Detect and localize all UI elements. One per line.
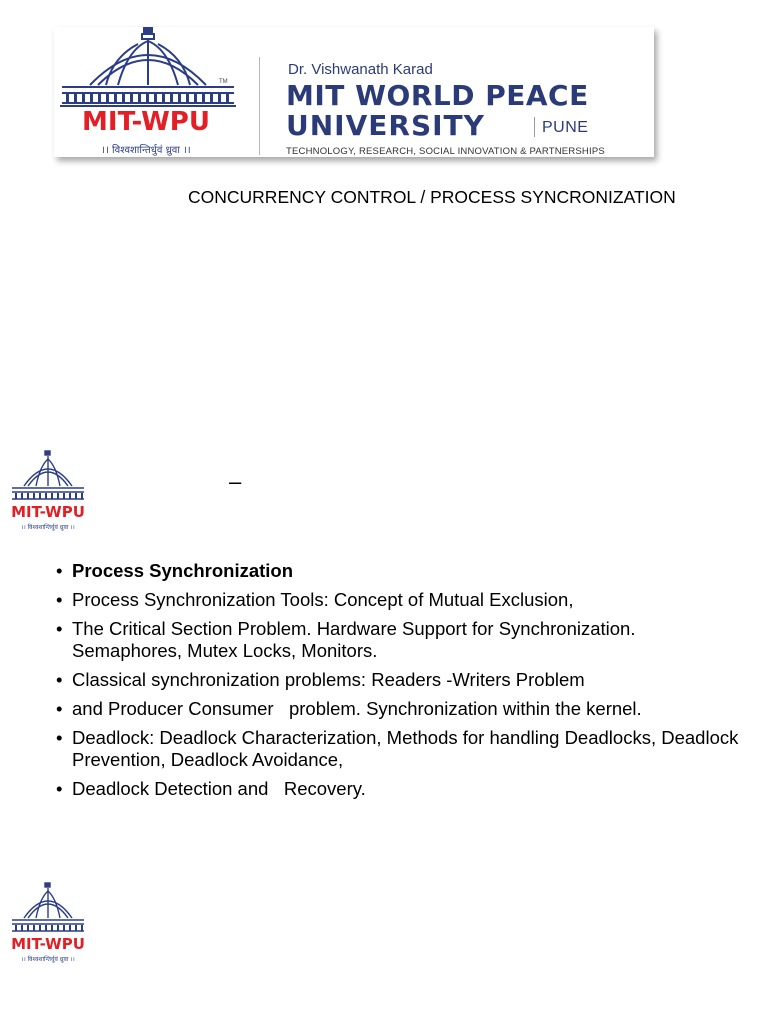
dome-logo-icon <box>10 450 86 502</box>
bullet-icon: • <box>56 560 63 581</box>
trademark-mark: TM <box>219 79 228 85</box>
list-item: • and Producer Consumer problem. Synchronization within the kernel. <box>56 698 642 719</box>
list-item: • The Critical Section Problem. Hardware Support for Synchronization. Semaphores, Mutex Locks, Monitors. <box>56 618 636 661</box>
list-item: • Deadlock Detection and Recovery. <box>56 778 366 799</box>
dome-logo-icon <box>10 882 86 934</box>
list-item: • Deadlock: Deadlock Characterization, Methods for handling Deadlocks, Deadlock Prevention, Deadlock Avoidance, <box>56 727 739 770</box>
brand-wordmark: MIT-WPU <box>11 503 85 521</box>
bullet-icon: • <box>56 727 63 748</box>
dome-logo-icon <box>58 27 243 109</box>
university-name-block <box>260 27 654 157</box>
city-separator <box>534 117 535 137</box>
brand-wordmark: MIT-WPU <box>11 935 85 953</box>
bullet-icon: • <box>56 589 63 610</box>
bullet-icon: • <box>56 698 63 719</box>
brand-wordmark: MIT-WPU <box>82 107 210 137</box>
bullet-icon: • <box>56 669 63 690</box>
mit-wpu-logo <box>54 27 259 157</box>
list-item: • Process Synchronization Tools: Concept of Mutual Exclusion, <box>56 589 574 610</box>
list-item: • Classical synchronization problems: Readers -Writers Problem <box>56 669 585 690</box>
list-item: • Process Synchronization <box>56 560 294 581</box>
university-city: PUNE <box>542 119 589 136</box>
university-name-line2: UNIVERSITY <box>286 109 485 142</box>
slide2-dash: – <box>229 469 242 494</box>
slide-title: CONCURRENCY CONTROL / PROCESS SYNCRONIZATION <box>188 187 676 207</box>
brand-motto: ।। विश्वशान्तिर्धुवं ध्रुवा ।। <box>21 956 75 963</box>
slide3-logo <box>10 882 90 972</box>
university-tagline: TECHNOLOGY, RESEARCH, SOCIAL INNOVATION & PARTNERSHIPS <box>286 146 605 157</box>
brand-motto: ।। विश्वशान्तिर्धुवं ध्रुवा ।। <box>101 145 191 156</box>
bullet-icon: • <box>56 618 63 639</box>
brand-motto: ।। विश्वशान्तिर्धुवं ध्रुवा ।। <box>21 524 75 531</box>
university-banner <box>54 27 654 157</box>
university-founder-line: Dr. Vishwanath Karad <box>288 61 433 78</box>
slide2-logo <box>10 450 90 540</box>
topics-list <box>56 560 746 807</box>
university-name-line1: MIT WORLD PEACE <box>286 79 589 112</box>
bullet-icon: • <box>56 778 63 799</box>
